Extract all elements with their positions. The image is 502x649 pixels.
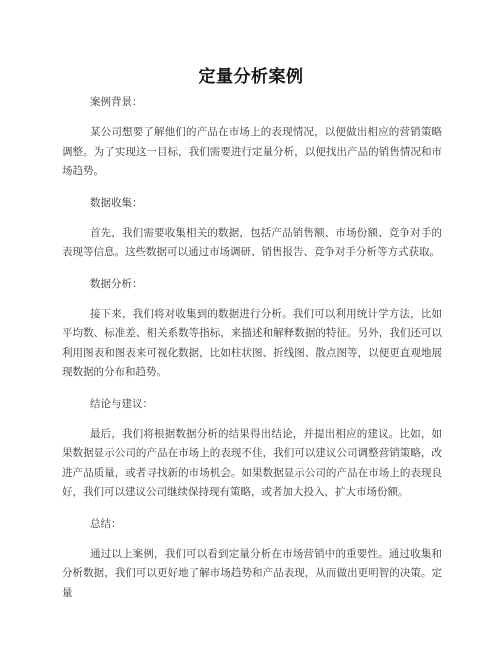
section-heading-conclusion: 结论与建议： [90,397,153,410]
section-heading-data-analysis: 数据分析： [90,277,143,290]
section-heading-background: 案例背景： [90,96,143,108]
document-body [62,93,442,615]
page-title: 定量分析案例 [198,67,304,87]
section-heading-data-collection: 数据收集： [90,196,143,209]
section-text-data-collection: 首先，我们需要收集相关的数据，包括产品销售额、市场份额、竞争对手的表现等信息。这些数据可以通过市场调研、销售报告、竞争对手分析等方式获取。 [62,226,442,258]
section-heading-summary: 总结： [90,517,122,530]
section-text-background: 某公司想要了解他们的产品在市场上的表现情况，以便做出相应的营销策略调整。为了实现这一目标，我们需要进行定量分析，以便找出产品的销售情况和市场趋势。 [62,126,442,177]
section-text-summary: 通过以上案例，我们可以看到定量分析在市场营销中的重要性。通过收集和分析数据，我们可以更好地了解市场趋势和产品表现，从而做出更明智的决策。定量 [62,547,442,599]
section-text-conclusion: 最后，我们将根据数据分析的结果得出结论，并提出相应的建议。比如，如果数据显示公司的产品在市场上的表现不佳，我们可以建议公司调整营销策略，改进产品质量，或者寻找新的市场机会。如果数据显示公司的产品在市场上的表现良好，我们可以建议公司继续保持现有策略，或者加大投入，扩大市场份额。 [62,427,442,498]
section-text-data-analysis: 接下来，我们将对收集到的数据进行分析。我们可以利用统计学方法，比如平均数、标准差、相关系数等指标，来描述和解释数据的特征。另外，我们还可以利用图表和图表来可视化数据，比如柱状图、折线图、散点图等，以便更直观地展现数据的分布和趋势。 [62,307,442,378]
